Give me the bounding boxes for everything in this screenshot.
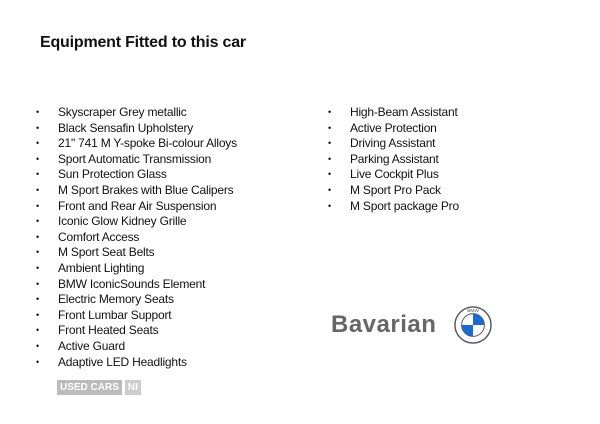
equipment-item	[328, 152, 459, 168]
equipment-item	[36, 105, 237, 121]
bullet-icon: •	[36, 184, 39, 195]
equipment-item	[36, 261, 237, 277]
equipment-item	[328, 105, 459, 121]
equipment-item	[328, 199, 459, 215]
equipment-item	[36, 355, 237, 371]
bullet-icon: •	[328, 153, 331, 164]
bullet-icon: •	[36, 356, 39, 367]
bullet-icon: •	[36, 340, 39, 351]
equipment-label: Black Sensafin Upholstery	[58, 120, 194, 135]
equipment-label: Front Heated Seats	[58, 323, 159, 338]
bullet-icon: •	[36, 247, 39, 258]
equipment-label: Sport Automatic Transmission	[58, 151, 212, 166]
bmw-roundel-icon	[454, 306, 492, 344]
equipment-label: M Sport Seat Belts	[58, 245, 155, 260]
equipment-item	[36, 308, 237, 324]
equipment-label: M Sport package Pro	[350, 198, 459, 213]
equipment-label: M Sport Pro Pack	[350, 182, 441, 197]
bullet-icon: •	[36, 325, 39, 336]
equipment-label: Comfort Access	[58, 229, 140, 244]
equipment-item	[36, 292, 237, 308]
dealer-name: Bavarian	[331, 311, 437, 338]
equipment-label: Iconic Glow Kidney Grille	[58, 214, 187, 229]
bullet-icon: •	[36, 107, 39, 117]
bullet-icon: •	[36, 294, 39, 305]
bullet-icon: •	[36, 122, 39, 133]
equipment-label: Skyscraper Grey metallic	[58, 105, 187, 119]
equipment-list-left	[36, 105, 237, 370]
equipment-label: Driving Assistant	[350, 136, 436, 151]
equipment-label: High-Beam Assistant	[350, 105, 458, 119]
equipment-item	[36, 245, 237, 261]
equipment-item	[36, 277, 237, 293]
equipment-item	[36, 214, 237, 230]
equipment-item	[328, 121, 459, 137]
equipment-label: BMW IconicSounds Element	[58, 276, 206, 291]
equipment-item	[36, 230, 237, 246]
bullet-icon: •	[36, 309, 39, 320]
bullet-icon: •	[36, 216, 39, 227]
bullet-icon: •	[36, 262, 39, 273]
equipment-item	[328, 167, 459, 183]
equipment-item	[328, 183, 459, 199]
equipment-list-right	[328, 105, 459, 214]
equipment-label: Adaptive LED Headlights	[58, 354, 187, 369]
equipment-label: Ambient Lighting	[58, 260, 145, 275]
equipment-item	[328, 136, 459, 152]
equipment-label: Active Guard	[58, 338, 125, 353]
page-title: Equipment Fitted to this car	[40, 34, 246, 51]
dealer-logo	[331, 306, 492, 344]
bullet-icon: •	[36, 169, 39, 180]
equipment-label: Front and Rear Air Suspension	[58, 198, 217, 213]
bullet-icon: •	[36, 200, 39, 211]
watermark	[57, 380, 141, 395]
equipment-label: Electric Memory Seats	[58, 292, 174, 307]
equipment-item	[36, 183, 237, 199]
watermark-text: USED CARS	[57, 380, 122, 395]
equipment-item	[36, 323, 237, 339]
equipment-label: 21" 741 M Y-spoke Bi-colour Alloys	[58, 136, 237, 151]
bullet-icon: •	[328, 184, 331, 195]
bullet-icon: •	[328, 107, 331, 117]
bullet-icon: •	[328, 122, 331, 133]
watermark-text-2: NI	[125, 380, 141, 395]
equipment-item	[36, 152, 237, 168]
equipment-item	[36, 339, 237, 355]
equipment-label: M Sport Brakes with Blue Calipers	[58, 182, 234, 197]
equipment-item	[36, 121, 237, 137]
bullet-icon: •	[36, 231, 39, 242]
equipment-label: Live Cockpit Plus	[350, 167, 439, 182]
bullet-icon: •	[36, 138, 39, 149]
equipment-label: Front Lumbar Support	[58, 307, 172, 322]
bullet-icon: •	[36, 278, 39, 289]
bmw-letters: BMW	[467, 309, 480, 315]
bullet-icon: •	[328, 200, 331, 211]
bullet-icon: •	[36, 153, 39, 164]
equipment-label: Sun Protection Glass	[58, 167, 167, 182]
bullet-icon: •	[328, 138, 331, 149]
equipment-item	[36, 199, 237, 215]
equipment-item	[36, 136, 237, 152]
bullet-icon: •	[328, 169, 331, 180]
equipment-label: Active Protection	[350, 120, 437, 135]
equipment-item	[36, 167, 237, 183]
equipment-label: Parking Assistant	[350, 151, 439, 166]
